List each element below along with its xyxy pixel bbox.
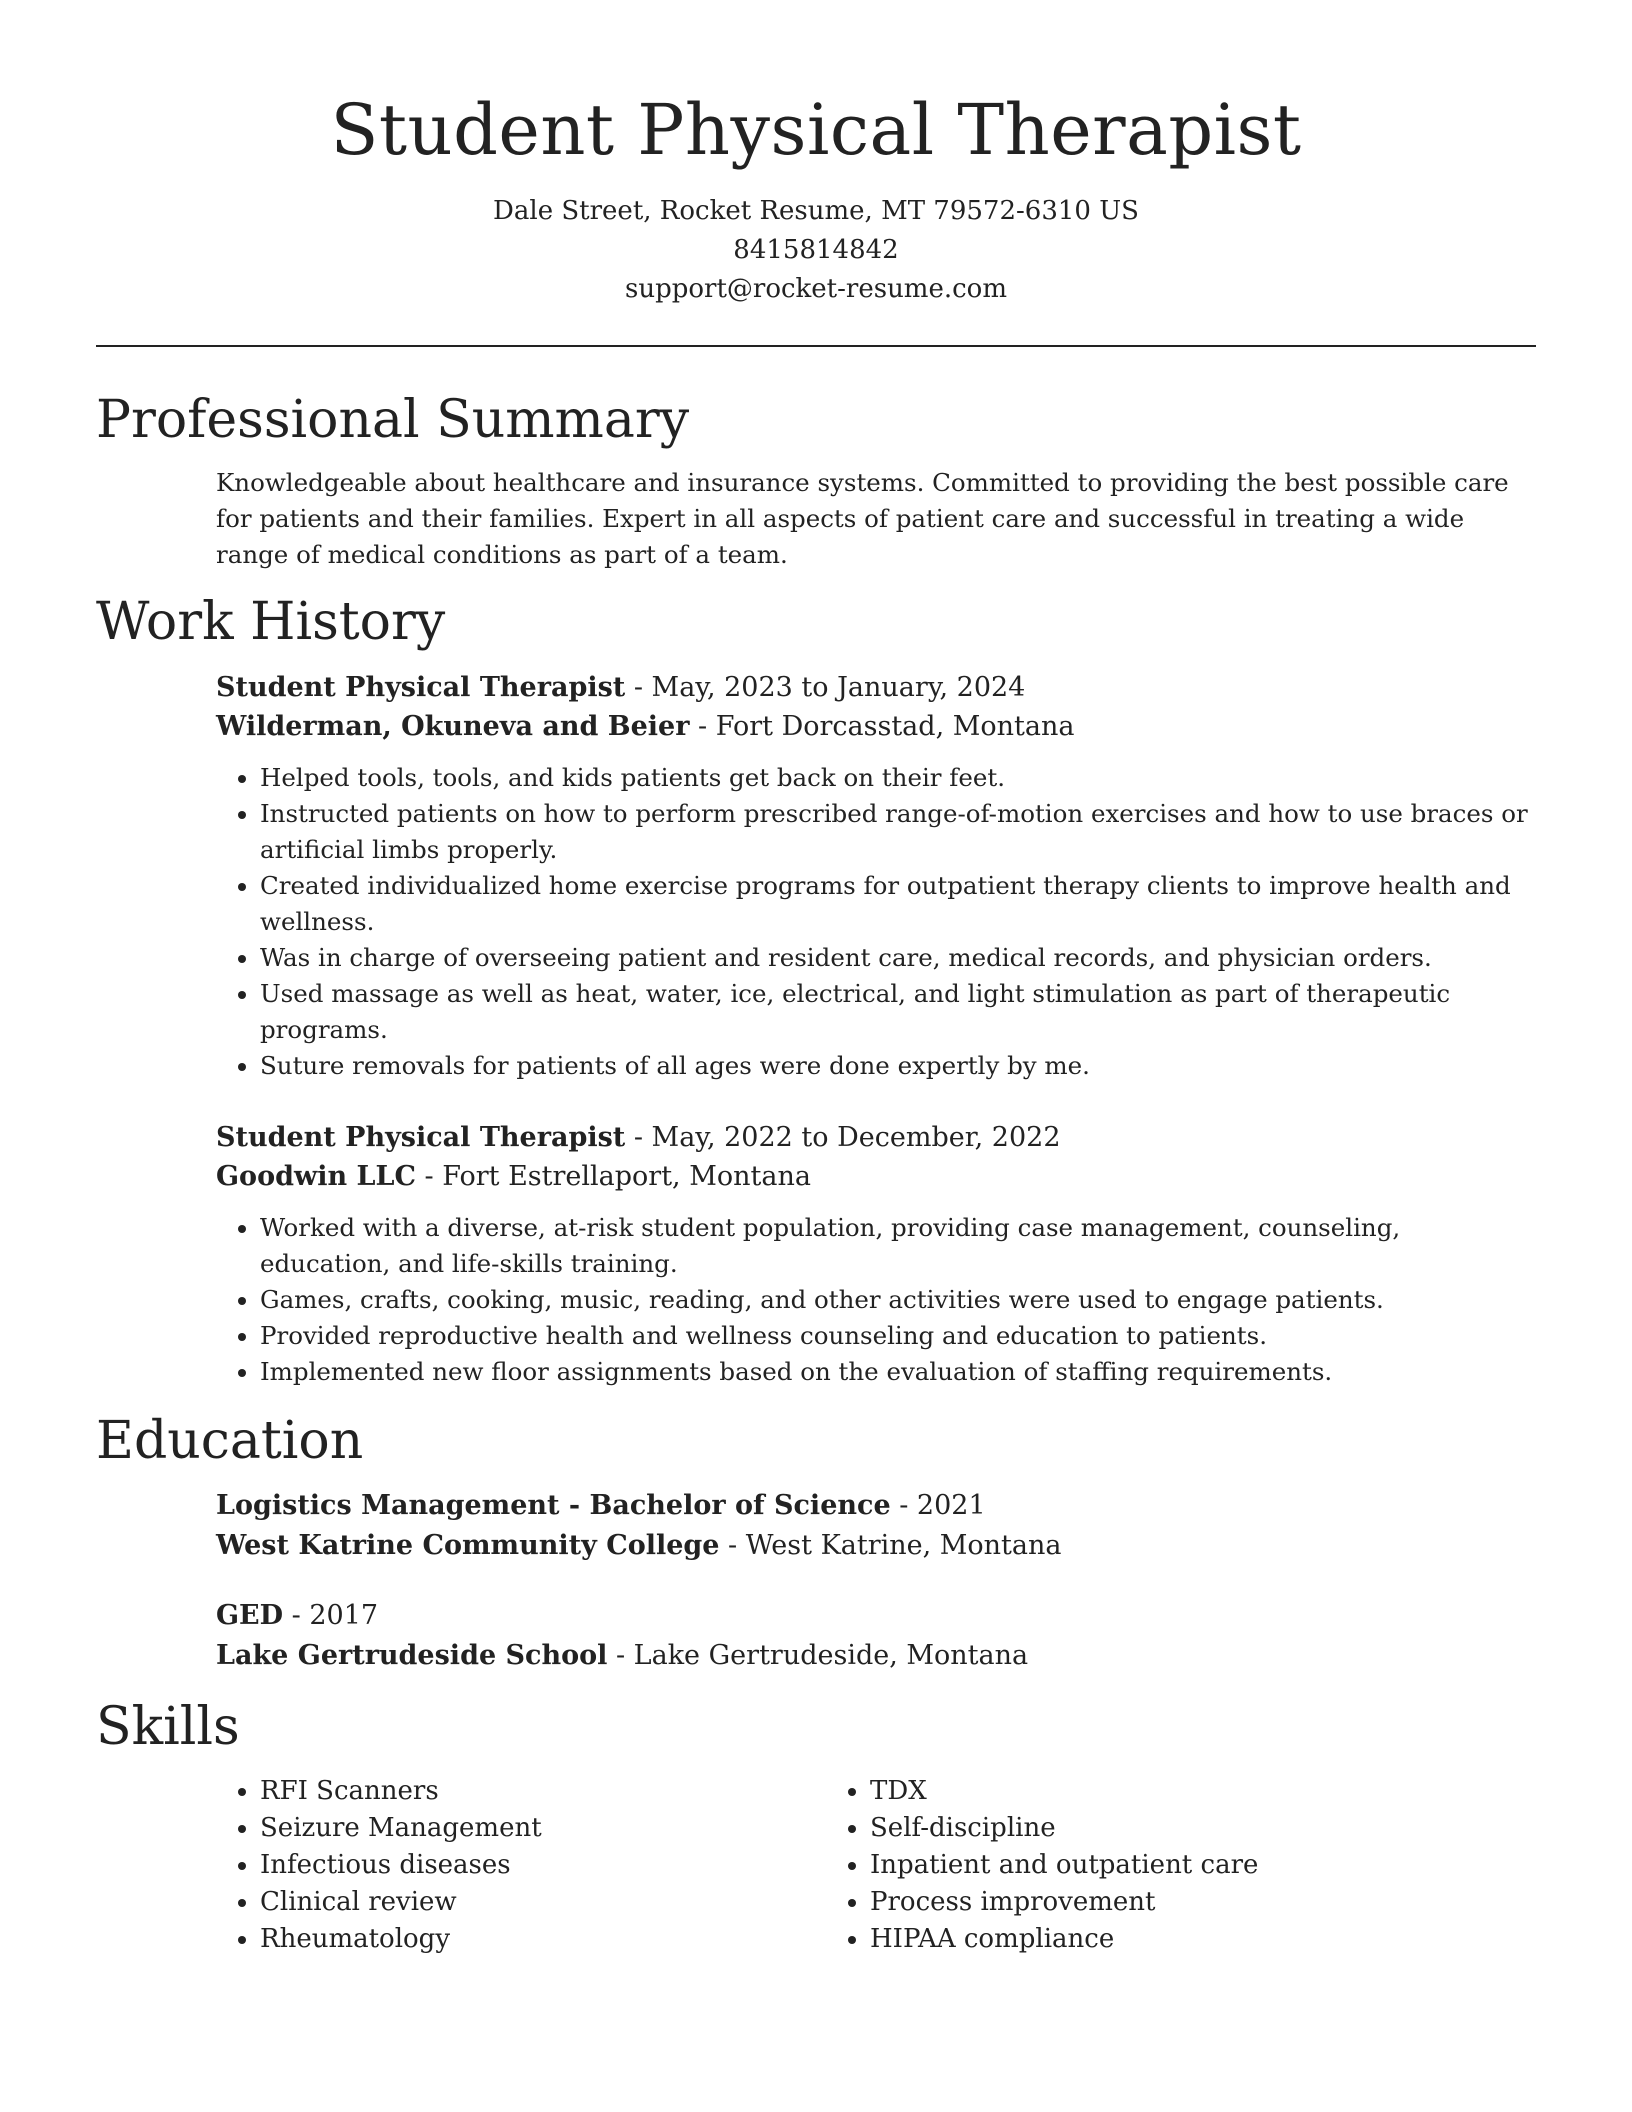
candidate-name: Student Physical Therapist [330,89,1302,171]
contact-block [96,192,1536,309]
list-item: • Clinical review [260,1884,826,1921]
job-bullets [216,1210,1536,1390]
job-entry [96,1118,1536,1390]
education-degree-line [216,1486,1536,1526]
education-heading: Education [96,1410,364,1471]
education-entry [96,1596,1536,1676]
job-role: Student Physical Therapist [216,1121,626,1153]
job-entry [96,668,1536,1084]
education-degree-line [216,1596,1536,1636]
address: Dale Street, Rocket Resume, MT 79572-6310 US [493,196,1139,226]
skills-heading: Skills [96,1697,240,1758]
list-item: • Used massage as well as heat, water, ice, electrical, and light stimulation as part of therapeutic programs. [260,976,1536,1048]
education-school-line [216,1636,1536,1676]
list-item: • Games, crafts, cooking, music, reading, and other activities were used to engage patients. [260,1282,1536,1318]
education-year: - 2021 [890,1490,986,1522]
education-location: - Lake Gertrudeside, Montana [607,1640,1029,1672]
education-school-line [216,1526,1536,1566]
list-item: • RFI Scanners [260,1773,826,1810]
education-school: West Katrine Community College [216,1530,720,1562]
education-year: - 2017 [283,1600,379,1632]
work-heading: Work History [96,592,446,653]
education-entry [96,1486,1536,1566]
job-company-line [216,707,1536,746]
job-dates: - May, 2023 to January, 2024 [625,671,1026,703]
list-item: • Was in charge of overseeing patient and resident care, medical records, and physician orders. [260,940,1536,976]
list-item: • HIPAA compliance [870,1921,1436,1958]
list-item: • Provided reproductive health and wellness counseling and education to patients. [260,1318,1536,1354]
job-location: - Fort Dorcasstad, Montana [689,710,1075,742]
summary-heading: Professional Summary [96,390,690,450]
job-company: Wilderman, Okuneva and Beier [216,710,690,742]
header-divider [96,345,1536,347]
education-school: Lake Gertrudeside School [216,1640,608,1672]
job-company: Goodwin LLC [216,1160,416,1192]
education-degree: GED [216,1600,284,1632]
skills-section [96,1696,1536,1957]
list-item: • TDX [870,1773,1436,1810]
job-title-line [216,1118,1536,1157]
job-dates: - May, 2022 to December, 2022 [625,1121,1061,1153]
job-role: Student Physical Therapist [216,671,626,703]
phone: 8415814842 [733,235,899,265]
skills-list-left [216,1773,826,1958]
list-item: • Suture removals for patients of all ages were done expertly by me. [260,1048,1536,1084]
education-location: - West Katrine, Montana [719,1530,1062,1562]
list-item: • Infectious diseases [260,1847,826,1884]
list-item: • Helped tools, tools, and kids patients get back on their feet. [260,760,1536,796]
work-section [96,591,1536,1389]
job-title-line [216,668,1536,707]
list-item: • Rheumatology [260,1921,826,1958]
job-company-line [216,1157,1536,1196]
summary-text: Knowledgeable about healthcare and insurance systems. Committed to providing the best possible care for patients and their families. Expert in all aspects of patient care and successful in treating a wide range of medical conditions as part of a team. [216,468,1509,570]
education-degree: Logistics Management - Bachelor of Science [216,1490,891,1522]
summary-section [96,389,1536,573]
education-section [96,1410,1536,1676]
job-bullets [216,760,1536,1084]
list-item: • Implemented new floor assignments based on the evaluation of staffing requirements. [260,1354,1536,1390]
resume-header [96,0,1536,309]
list-item: • Self-discipline [870,1810,1436,1847]
job-location: - Fort Estrellaport, Montana [415,1160,811,1192]
list-item: • Instructed patients on how to perform prescribed range-of-motion exercises and how to use braces or artificial limbs properly. [260,796,1536,868]
list-item: • Created individualized home exercise programs for outpatient therapy clients to improve health and wellness. [260,868,1536,940]
skills-list-right [826,1773,1436,1958]
list-item: • Worked with a diverse, at-risk student population, providing case management, counseling, education, and life-skills training. [260,1210,1536,1282]
list-item: • Seizure Management [260,1810,826,1847]
list-item: • Inpatient and outpatient care [870,1847,1436,1884]
email: support@rocket-resume.com [624,274,1007,304]
list-item: • Process improvement [870,1884,1436,1921]
skills-columns [96,1759,1536,1958]
